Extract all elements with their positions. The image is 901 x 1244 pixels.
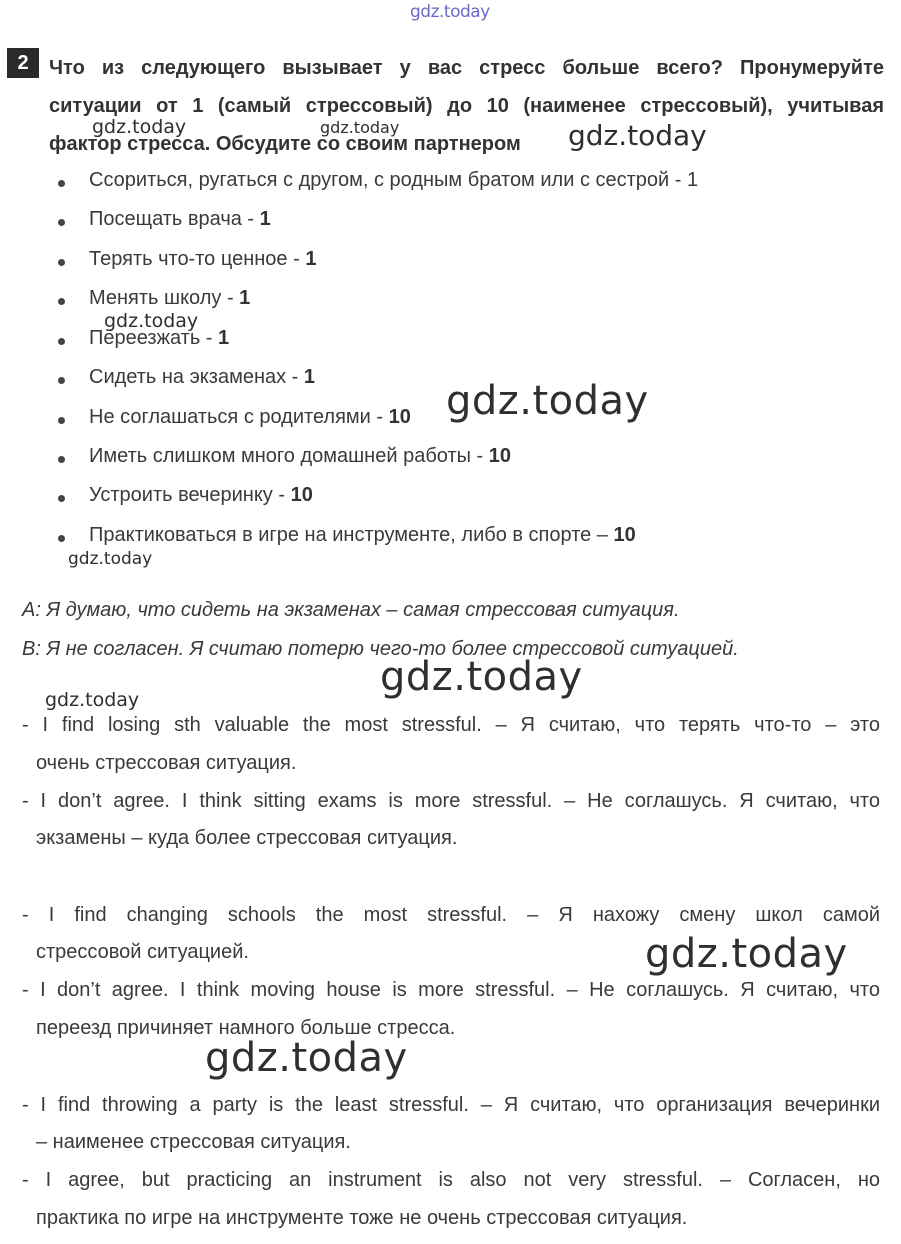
task-instruction bbox=[49, 49, 884, 163]
bullet-dot bbox=[58, 495, 65, 502]
exchange-line: - I don’t agree. I think sitting exams is more stressful. – Не соглашусь. Я считаю, что bbox=[22, 790, 880, 812]
watermark: gdz.today bbox=[446, 378, 649, 424]
exchange-continuation: стрессовой ситуацией. bbox=[36, 941, 249, 963]
item-score: 1 bbox=[305, 248, 317, 270]
task-line-1: Что из следующего вызывает у вас стресс больше всего? Пронумеруйте bbox=[49, 57, 884, 79]
item-text: Устроить вечеринку - bbox=[89, 484, 291, 506]
dialog-line-b: В: Я не согласен. Я считаю потерю чего-то более стрессовой ситуацией. bbox=[22, 638, 739, 660]
item-text: Практиковаться в игре на инструменте, либо в спорте – bbox=[89, 524, 614, 546]
item-text: Терять что-то ценное - bbox=[89, 248, 306, 270]
task-line-3: фактор стресса. Обсудите со своим партнером bbox=[49, 133, 521, 155]
item-score: 1 bbox=[303, 366, 316, 388]
watermark: gdz.today bbox=[645, 931, 848, 977]
item-text: Переезжать - bbox=[89, 327, 219, 349]
item-text: Ссориться, ругаться с другом, с родным братом или с сестрой - bbox=[89, 169, 687, 191]
watermark: gdz.today bbox=[68, 549, 153, 569]
item-text: Менять школу - bbox=[89, 287, 240, 309]
exchange-continuation: практика по игре на инструменте тоже не очень стрессовая ситуация. bbox=[36, 1207, 688, 1229]
item-score: 10 bbox=[613, 524, 636, 546]
exchange-line: - I find throwing a party is the least stressful. – Я считаю, что организация вечеринки bbox=[22, 1094, 880, 1116]
exchange-continuation: очень стрессовая ситуация. bbox=[36, 752, 297, 774]
watermark: gdz.today bbox=[320, 118, 400, 137]
exchange-continuation: – наименее стрессовая ситуация. bbox=[36, 1131, 351, 1153]
bullet-dot bbox=[58, 180, 65, 187]
exchange-line: - I don’t agree. I think moving house is more stressful. – Не соглашусь. Я считаю, что bbox=[22, 979, 880, 1001]
item-text: Иметь слишком много домашней работы - bbox=[89, 445, 489, 467]
item-score: 10 bbox=[488, 445, 512, 467]
watermark: gdz.today bbox=[205, 1035, 408, 1081]
item-score: 1 bbox=[686, 169, 699, 191]
item-text: Посещать врача - bbox=[89, 208, 260, 230]
item-score: 1 bbox=[239, 287, 251, 309]
bullet-dot bbox=[58, 298, 65, 305]
item-score: 1 bbox=[218, 327, 230, 349]
task-line-2: ситуации от 1 (самый стрессовый) до 10 (наименее стрессовый), учитывая bbox=[49, 95, 884, 117]
exchange-line: - I find changing schools the most stressful. – Я нахожу смену школ самой bbox=[22, 904, 880, 926]
exchange-continuation: переезд причиняет намного больше стресса. bbox=[36, 1017, 456, 1039]
bullet-dot bbox=[58, 377, 65, 384]
exchange-line: - I agree, but practicing an instrument is also not very stressful. – Согласен, но bbox=[22, 1169, 880, 1191]
watermark: gdz.today bbox=[568, 119, 707, 152]
bullet-dot bbox=[58, 338, 65, 345]
item-score: 1 bbox=[259, 208, 271, 230]
bullet-dot bbox=[58, 219, 65, 226]
item-score: 10 bbox=[290, 484, 313, 506]
watermark: gdz.today bbox=[380, 654, 583, 700]
watermark: gdz.today bbox=[45, 689, 140, 711]
bullet-dot bbox=[58, 535, 65, 542]
task-number: 2 bbox=[7, 48, 39, 78]
item-text: Не соглашаться с родителями - bbox=[89, 406, 389, 428]
exchange-line: - I find losing sth valuable the most stressful. – Я считаю, что терять что-то – это bbox=[22, 714, 880, 736]
dialog-line-a: А: Я думаю, что сидеть на экзаменах – самая стрессовая ситуация. bbox=[22, 599, 680, 621]
watermark: gdz.today bbox=[104, 310, 199, 332]
exchange-continuation: экзамены – куда более стрессовая ситуация. bbox=[36, 827, 458, 849]
bullet-dot bbox=[58, 259, 65, 266]
item-score: 10 bbox=[388, 406, 411, 428]
watermark: gdz.today bbox=[92, 116, 187, 138]
bullet-dot bbox=[58, 417, 65, 424]
item-text: Сидеть на экзаменах - bbox=[89, 366, 304, 388]
watermark-top: gdz.today bbox=[410, 2, 490, 22]
bullet-dot bbox=[58, 456, 65, 463]
